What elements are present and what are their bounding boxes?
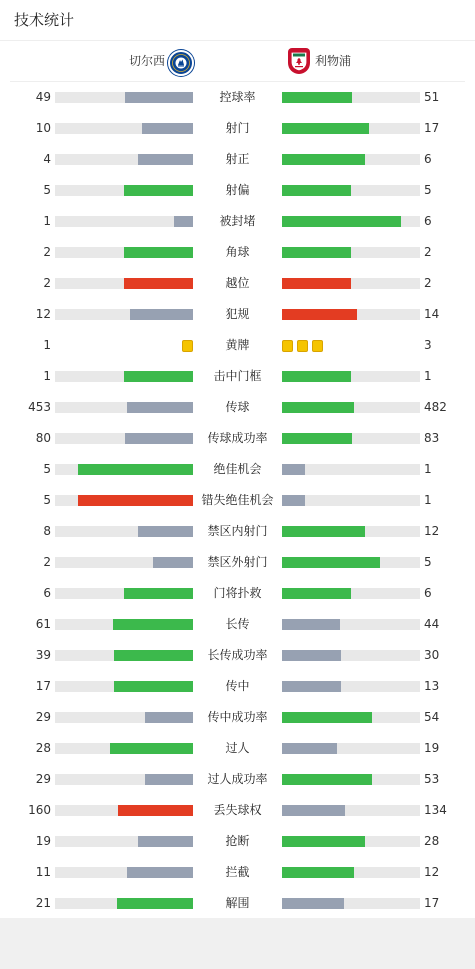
- home-stat-bar-fill: [142, 123, 193, 134]
- away-stat-bar: [282, 588, 420, 599]
- home-stat-bar: [55, 216, 193, 227]
- home-stat-bar: [55, 247, 193, 258]
- away-stat-bar: [282, 712, 420, 723]
- away-stat-bar: [282, 433, 420, 444]
- stat-label: 控球率: [219, 90, 256, 104]
- away-stat-value: 44: [424, 617, 440, 631]
- yellow-card-icon: [312, 340, 323, 352]
- stat-label: 门将扑救: [213, 586, 262, 600]
- stat-label: 射门: [225, 121, 250, 135]
- stat-row: [0, 299, 475, 330]
- home-stat-bar: [55, 650, 193, 661]
- stat-label: 角球: [225, 245, 250, 259]
- away-stat-value: 30: [424, 648, 440, 662]
- home-stat-value: 61: [35, 617, 51, 631]
- stat-label: 错失绝佳机会: [201, 493, 274, 507]
- away-stat-bar-fill: [282, 712, 372, 723]
- home-stat-bar: [55, 867, 193, 878]
- stat-row: [0, 547, 475, 578]
- stat-label: 黄牌: [225, 338, 250, 352]
- away-stat-bar-fill: [282, 557, 380, 568]
- away-stat-bar-fill: [282, 123, 369, 134]
- away-stat-bar-fill: [282, 805, 345, 816]
- home-stat-bar-fill: [130, 309, 193, 320]
- home-stat-bar: [55, 619, 193, 630]
- away-stat-value: 51: [424, 90, 440, 104]
- stat-label: 长传: [225, 617, 250, 631]
- away-stat-bar: [282, 464, 420, 475]
- home-stat-value: 2: [43, 245, 51, 259]
- home-stat-bar-fill: [127, 402, 193, 413]
- home-stat-value: 160: [28, 803, 51, 817]
- away-stat-bar: [282, 774, 420, 785]
- away-stat-value: 17: [424, 121, 440, 135]
- away-stat-value: 17: [424, 896, 440, 910]
- stat-label: 禁区外射门: [207, 555, 268, 569]
- home-stat-bar-fill: [124, 185, 193, 196]
- away-stat-bar: [282, 557, 420, 568]
- stat-row: [0, 764, 475, 795]
- away-stat-bar: [282, 681, 420, 692]
- home-stat-bar: [55, 278, 193, 289]
- stat-label: 过人成功率: [207, 772, 268, 786]
- home-stat-bar: [55, 371, 193, 382]
- stats-list: [0, 82, 475, 919]
- stat-row: [0, 113, 475, 144]
- home-stat-bar: [55, 309, 193, 320]
- away-stat-bar-fill: [282, 371, 351, 382]
- away-stat-value: 14: [424, 307, 440, 321]
- away-stat-value: 6: [424, 152, 432, 166]
- away-stat-value: 5: [424, 183, 432, 197]
- stat-row: [0, 423, 475, 454]
- stat-label: 击中门框: [213, 369, 262, 383]
- away-stat-bar: [282, 526, 420, 537]
- away-stat-bar: [282, 154, 420, 165]
- stat-label: 长传成功率: [207, 648, 268, 662]
- home-stat-value: 8: [43, 524, 51, 538]
- home-stat-value: 1: [43, 369, 51, 383]
- home-yellow-cards: [182, 340, 193, 352]
- away-stat-bar-fill: [282, 433, 352, 444]
- home-stat-bar-fill: [124, 278, 193, 289]
- away-stat-bar: [282, 805, 420, 816]
- stat-row: [0, 795, 475, 826]
- stat-row: [0, 330, 475, 361]
- away-stat-bar: [282, 836, 420, 847]
- home-stat-bar-fill: [114, 681, 193, 692]
- home-stat-value: 12: [35, 307, 51, 321]
- home-stat-value: 39: [35, 648, 51, 662]
- away-stat-value: 13: [424, 679, 440, 693]
- home-stat-bar-fill: [174, 216, 193, 227]
- away-stat-bar-fill: [282, 774, 372, 785]
- home-stat-bar: [55, 743, 193, 754]
- home-stat-bar: [55, 898, 193, 909]
- stat-label: 绝佳机会: [213, 462, 262, 476]
- stat-label: 越位: [225, 276, 250, 290]
- away-stat-bar-fill: [282, 216, 401, 227]
- away-stat-value: 6: [424, 586, 432, 600]
- away-stat-value: 28: [424, 834, 440, 848]
- away-stat-bar: [282, 278, 420, 289]
- home-stat-value: 29: [35, 710, 51, 724]
- away-stat-bar-fill: [282, 867, 354, 878]
- home-stat-bar-fill: [110, 743, 193, 754]
- away-stat-bar: [282, 123, 420, 134]
- stat-label: 抢断: [225, 834, 250, 848]
- home-stat-bar-fill: [125, 92, 193, 103]
- stat-label: 射正: [225, 152, 250, 166]
- home-stat-value: 5: [43, 462, 51, 476]
- away-stat-bar-fill: [282, 464, 305, 475]
- away-stat-bar: [282, 495, 420, 506]
- away-stat-bar: [282, 371, 420, 382]
- stat-row: [0, 640, 475, 671]
- home-stat-bar-fill: [114, 650, 193, 661]
- away-team-name[interactable]: 利物浦: [315, 54, 352, 68]
- stat-row: [0, 144, 475, 175]
- home-stat-bar: [55, 805, 193, 816]
- home-stat-bar-fill: [78, 464, 193, 475]
- away-stat-value: 134: [424, 803, 447, 817]
- stat-label: 传中: [225, 679, 250, 693]
- liverpool-crest-icon[interactable]: [288, 48, 310, 74]
- stat-row: [0, 175, 475, 206]
- away-stat-bar: [282, 743, 420, 754]
- stat-row: [0, 857, 475, 888]
- page-title: 技术统计: [14, 11, 75, 29]
- home-stat-value: 17: [35, 679, 51, 693]
- home-stat-value: 2: [43, 276, 51, 290]
- away-stat-bar: [282, 185, 420, 196]
- away-stat-value: 5: [424, 555, 432, 569]
- stat-label: 被封堵: [219, 214, 256, 228]
- home-stat-bar-fill: [153, 557, 193, 568]
- home-stat-value: 4: [43, 152, 51, 166]
- away-stat-bar-fill: [282, 898, 344, 909]
- home-stat-bar-fill: [138, 526, 193, 537]
- home-stat-value: 49: [35, 90, 51, 104]
- away-stat-bar-fill: [282, 92, 352, 103]
- home-stat-value: 21: [35, 896, 51, 910]
- away-stat-value: 1: [424, 493, 432, 507]
- away-stat-bar-fill: [282, 619, 340, 630]
- away-stat-value: 53: [424, 772, 440, 786]
- home-stat-bar-fill: [125, 433, 193, 444]
- away-stat-bar-fill: [282, 278, 351, 289]
- away-stat-value: 83: [424, 431, 440, 445]
- stat-row: [0, 702, 475, 733]
- away-stat-bar: [282, 216, 420, 227]
- away-stat-bar-fill: [282, 588, 351, 599]
- home-stat-bar: [55, 712, 193, 723]
- away-stat-value: 482: [424, 400, 447, 414]
- home-stat-bar-fill: [145, 774, 193, 785]
- away-stat-value: 1: [424, 462, 432, 476]
- stat-row: [0, 237, 475, 268]
- away-stat-bar-fill: [282, 402, 354, 413]
- home-stat-bar-fill: [138, 836, 193, 847]
- stat-row: [0, 578, 475, 609]
- home-stat-bar: [55, 836, 193, 847]
- home-stat-bar: [55, 495, 193, 506]
- home-stat-value: 80: [35, 431, 51, 445]
- away-stat-value: 19: [424, 741, 440, 755]
- away-stat-bar: [282, 650, 420, 661]
- stat-label: 传球: [225, 400, 250, 414]
- stat-label: 禁区内射门: [207, 524, 268, 538]
- stat-row: [0, 361, 475, 392]
- stat-label: 犯规: [225, 307, 250, 321]
- away-stat-value: 54: [424, 710, 440, 724]
- away-stat-bar-fill: [282, 836, 365, 847]
- home-stat-bar: [55, 681, 193, 692]
- home-stat-value: 10: [35, 121, 51, 135]
- away-stat-value: 12: [424, 865, 440, 879]
- away-stat-bar: [282, 867, 420, 878]
- home-team-name[interactable]: 切尔西: [128, 54, 165, 68]
- away-stat-bar: [282, 402, 420, 413]
- home-stat-bar: [55, 526, 193, 537]
- stat-label: 拦截: [225, 865, 250, 879]
- home-stat-bar: [55, 774, 193, 785]
- home-stat-bar-fill: [78, 495, 193, 506]
- home-stat-bar: [55, 154, 193, 165]
- home-stat-value: 453: [28, 400, 51, 414]
- home-stat-bar-fill: [117, 898, 193, 909]
- away-stat-bar-fill: [282, 495, 305, 506]
- home-stat-value: 5: [43, 493, 51, 507]
- stat-row: [0, 268, 475, 299]
- home-stat-bar: [55, 185, 193, 196]
- home-stat-bar-fill: [124, 588, 193, 599]
- yellow-card-icon: [282, 340, 293, 352]
- home-stat-value: 1: [43, 214, 51, 228]
- away-stat-bar-fill: [282, 185, 351, 196]
- home-stat-bar: [55, 588, 193, 599]
- stat-row: [0, 888, 475, 919]
- away-stat-value: 12: [424, 524, 440, 538]
- away-stat-bar-fill: [282, 526, 365, 537]
- home-stat-value: 5: [43, 183, 51, 197]
- home-stat-value: 11: [35, 865, 51, 879]
- home-stat-value: 19: [35, 834, 51, 848]
- home-stat-bar-fill: [127, 867, 193, 878]
- stat-row: [0, 609, 475, 640]
- away-stat-bar-fill: [282, 681, 341, 692]
- home-stat-value: 6: [43, 586, 51, 600]
- away-stat-bar: [282, 309, 420, 320]
- home-stat-bar: [55, 402, 193, 413]
- away-stat-value: 3: [424, 338, 432, 352]
- stat-row: [0, 392, 475, 423]
- home-stat-value: 1: [43, 338, 51, 352]
- home-stat-bar: [55, 433, 193, 444]
- stat-label: 过人: [225, 741, 250, 755]
- home-stat-bar-fill: [113, 619, 193, 630]
- away-stat-value: 1: [424, 369, 432, 383]
- home-stat-bar-fill: [145, 712, 193, 723]
- away-stat-bar: [282, 898, 420, 909]
- stat-row: [0, 454, 475, 485]
- yellow-card-icon: [297, 340, 308, 352]
- home-stat-bar-fill: [118, 805, 193, 816]
- home-stat-bar: [55, 464, 193, 475]
- away-stat-bar: [282, 247, 420, 258]
- yellow-card-icon: [182, 340, 193, 352]
- stat-label: 解围: [225, 896, 250, 910]
- stat-label: 射偏: [225, 183, 250, 197]
- away-stat-bar-fill: [282, 309, 357, 320]
- away-stat-bar-fill: [282, 650, 341, 661]
- stat-row: [0, 82, 475, 113]
- home-stat-bar: [55, 123, 193, 134]
- home-stat-bar: [55, 557, 193, 568]
- away-stat-value: 2: [424, 276, 432, 290]
- stat-row: [0, 733, 475, 764]
- home-stat-bar-fill: [124, 247, 193, 258]
- home-stat-bar-fill: [138, 154, 193, 165]
- away-stat-bar-fill: [282, 247, 351, 258]
- stat-row: [0, 485, 475, 516]
- stat-label: 传中成功率: [207, 710, 268, 724]
- stat-row: [0, 826, 475, 857]
- stat-label: 丢失球权: [213, 803, 262, 817]
- home-stat-value: 28: [35, 741, 51, 755]
- away-stat-bar: [282, 619, 420, 630]
- away-yellow-cards: [282, 340, 323, 352]
- away-stat-value: 2: [424, 245, 432, 259]
- stat-row: [0, 671, 475, 702]
- teams-header: [0, 41, 475, 81]
- stat-row: [0, 206, 475, 237]
- home-stat-bar-fill: [124, 371, 193, 382]
- chelsea-crest-icon[interactable]: [168, 50, 194, 76]
- stat-label: 传球成功率: [207, 431, 268, 445]
- home-stat-bar: [55, 92, 193, 103]
- away-stat-bar-fill: [282, 154, 365, 165]
- home-stat-value: 29: [35, 772, 51, 786]
- away-stat-bar: [282, 92, 420, 103]
- away-stat-bar-fill: [282, 743, 337, 754]
- away-stat-value: 6: [424, 214, 432, 228]
- home-stat-value: 2: [43, 555, 51, 569]
- stat-row: [0, 516, 475, 547]
